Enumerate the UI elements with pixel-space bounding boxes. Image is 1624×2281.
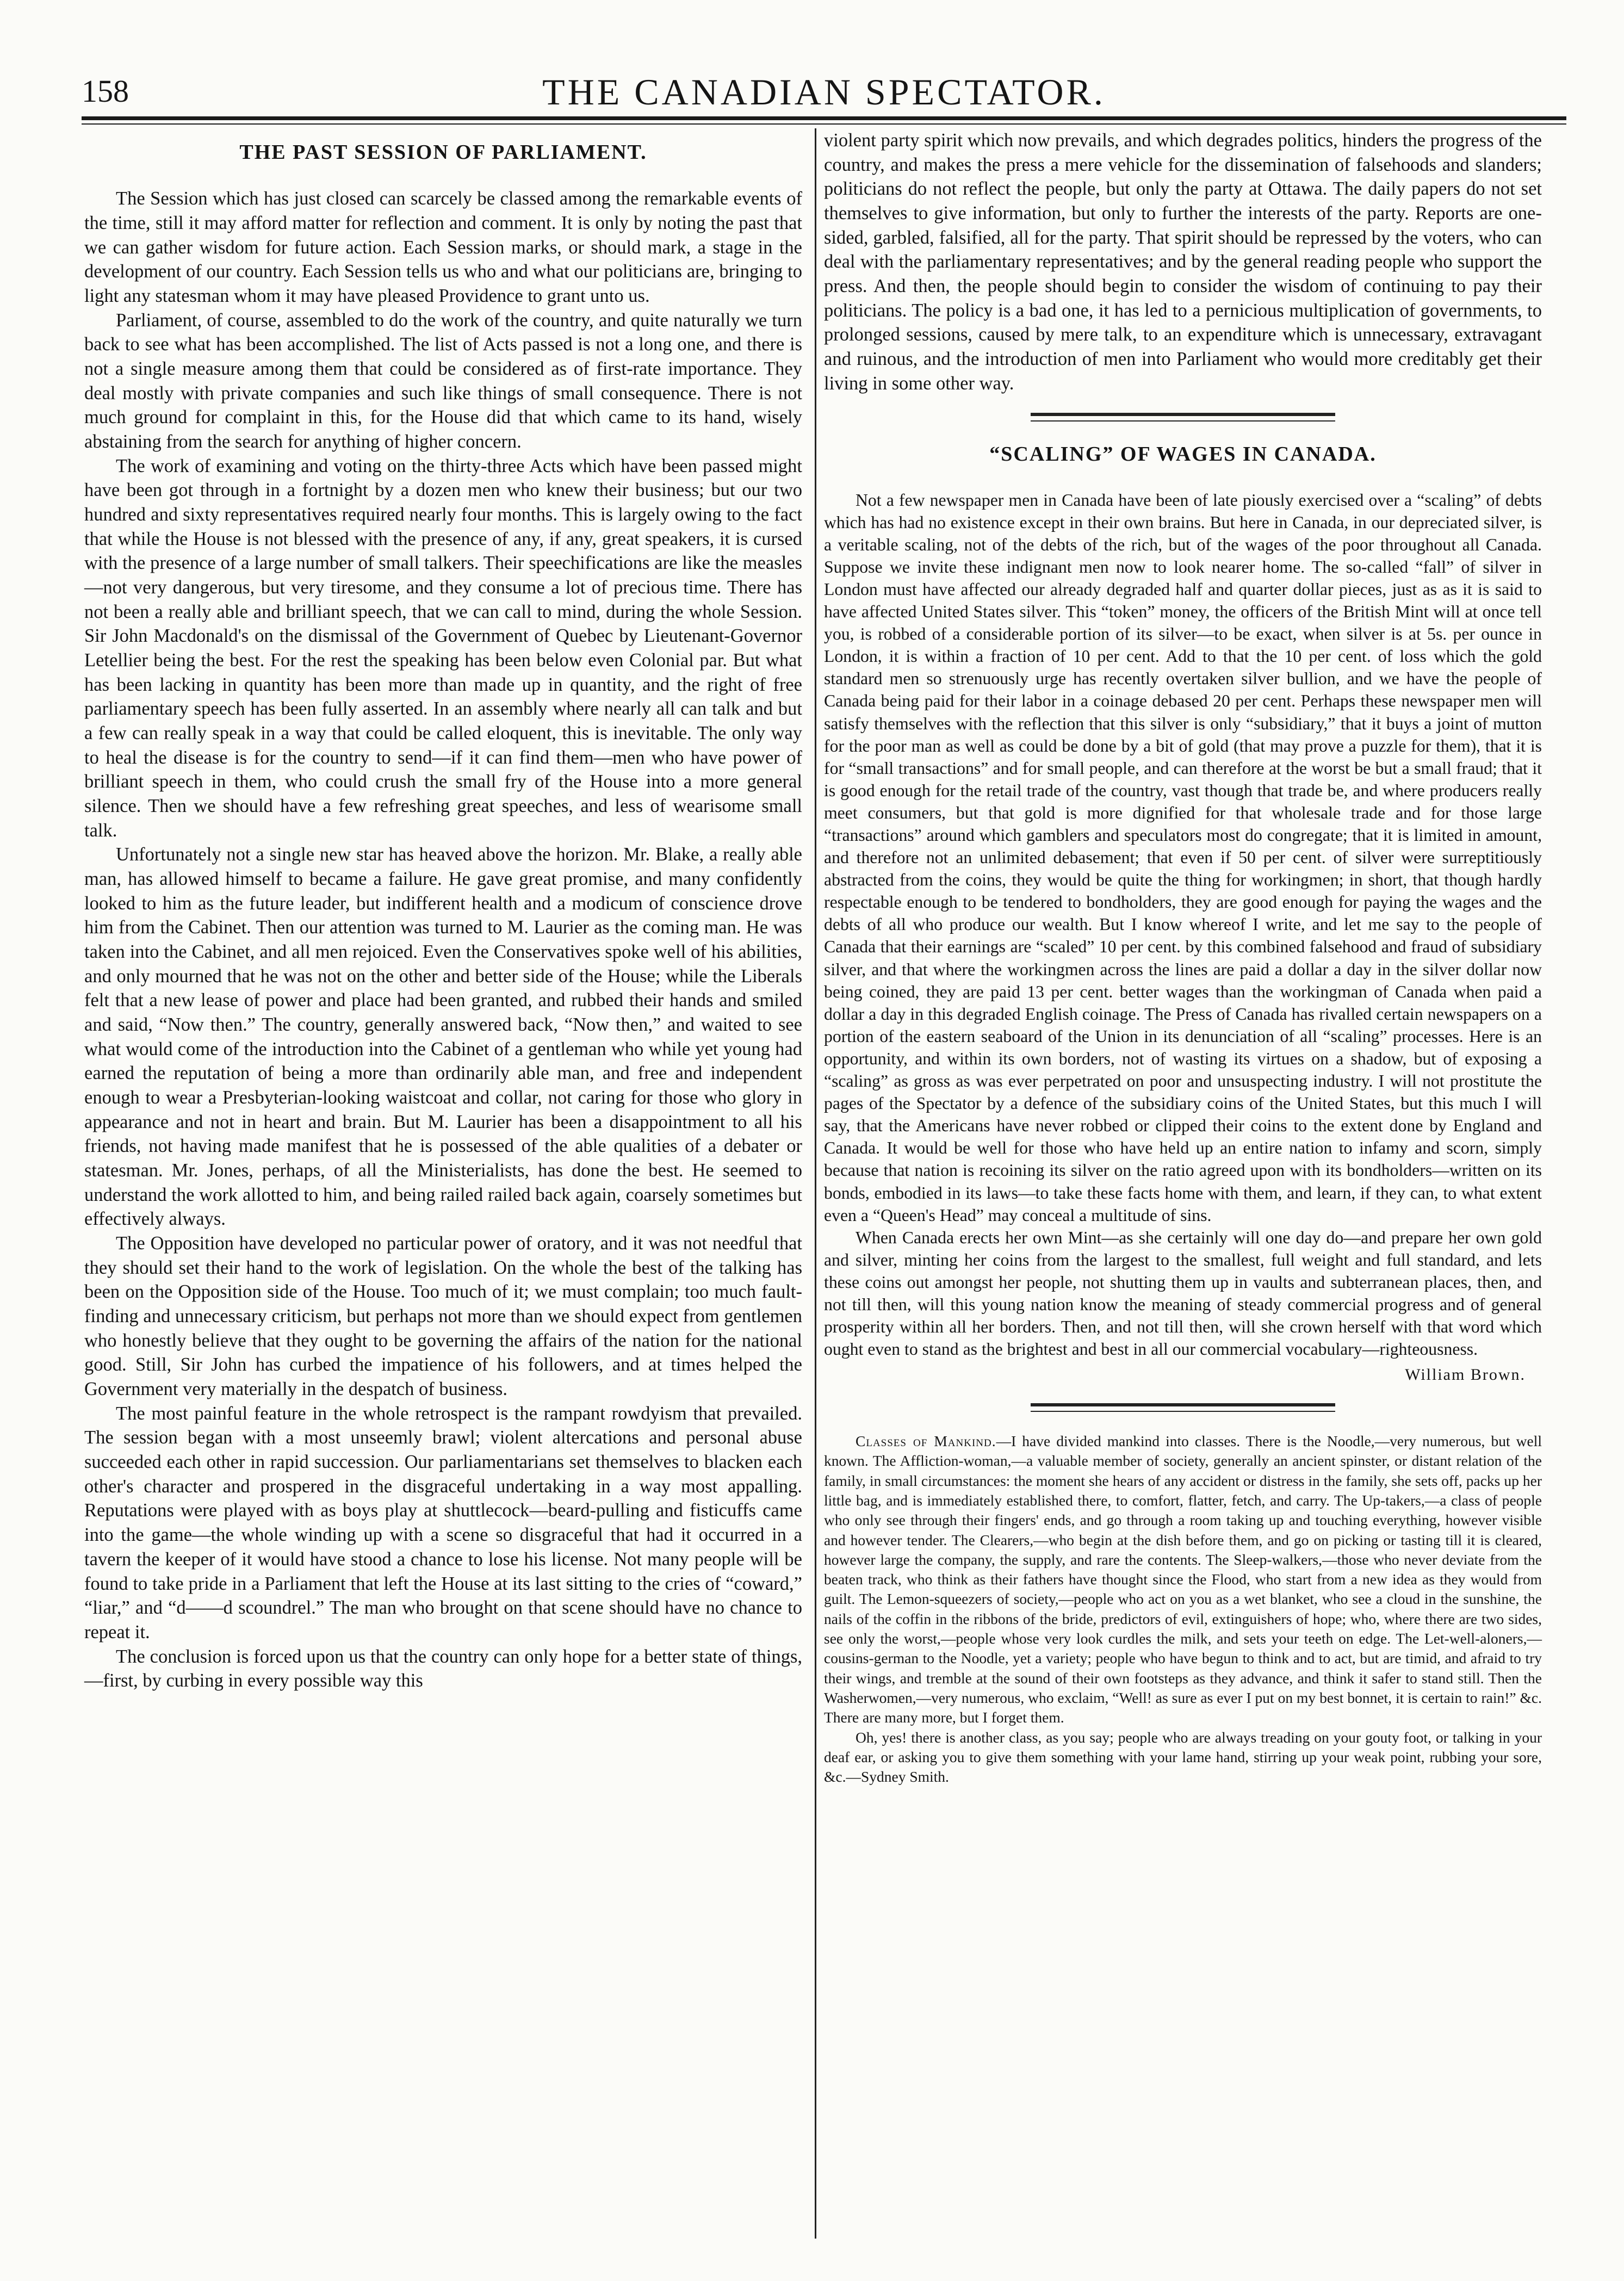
column-divider — [815, 128, 816, 2239]
classes-of-mankind-text: —I have divided mankind into classes. There is the Noodle,—very numerous, but well known. The Affliction-woman,—a valuable member of society, generally an ancient spinster, or distant relation of the family, in small circumstances: the moment she hears of any accident or distress in the family, she sets off, packs up her little bag, and is immediately established there, to comfort, flatter, fetch, and carry. The Up-takers,—a class of people who only see through their fingers' ends, and go through a room taking up and touching everything, however visible and however tender. The Clearers,—who begin at the dish before them, and go on picking or tasting till it is cleared, however large the company, the supply, and rare the contents. The Sleep-walkers,—those who never deviate from the beaten track, who think as their fathers have thought since the Flood, who start from a new idea as they would from guilt. The Lemon-squeezers of society,—people who act on you as a wet blanket, who see a cloud in the sunshine, the nails of the coffin in the ribbons of the bride, predictors of evil, extinguishers of hope; who, where there are two sides, see only the worst,—people whose very look curdles the milk, and sets your teeth on edge. The Let-well-aloners,—cousins-german to the Noodle, yet a variety; people who have begun to think and to act, but are timid, and afraid to try their wings, and tremble at the sound of their own footsteps as they advance, and think it safer to stand still. Then the Washerwomen,—very numerous, who exclaim, “Well! as sure as ever I put on my best bonnet, it is certain to rain!” &c. There are many more, but I forget them. — [824, 1433, 1542, 1726]
classes-of-mankind-paragraph-2: Oh, yes! there is another class, as you say; people who are always treading on your gouty foot, or talking in your deaf ear, or asking you to give them something with your lame hand, stirring up your weak point, rubbing your sore, &c.—Sydney Smith. — [824, 1728, 1542, 1786]
article-paragraph: Unfortunately not a single new star has heaved above the horizon. Mr. Blake, a really able man, has allowed himself to became a failure. He gave great promise, and many confidently looked to him as the future leader, but indifferent health and a modicum of conscience drove him from the Cabinet. Then our attention was turned to M. Laurier as the coming man. He was taken into the Cabinet, and all men rejoiced. Even the Conservatives spoke well of his abilities, and only mourned that he was not on the other and better side of the House; while the Liberals felt that a new lease of power and place had been granted, and rubbed their hands and smiled and said, “Now then.” The country, generally answered back, “Now then,” and waited to see what would come of the introduction into the Cabinet of a gentleman who while yet young had earned the reputation of being a more than ordinarily able man, and free and independent enough to wear a Presbyterian-looking waistcoat and collar, not caring for those who glory in appearance and not in heart and brain. But M. Laurier has been a disappointment to all his friends, not having made manifest that he is possessed of the able qualities of a debater or statesman. Mr. Jones, perhaps, of all the Ministerialists, has done the best. He seemed to understand the work allotted to him, and being railed railed back again, coarsely sometimes but effectively always. — [84, 844, 802, 1230]
page-number: 158 — [82, 73, 129, 109]
article-paragraph: The Session which has just closed can scarcely be classed among the remarkable events of the time, still it may afford matter for reflection and comment. It is only by noting the past that we can gather wisdom for future action. Each Session marks, or should mark, a stage in the development of our country. Each Session tells us who and what our politicians are, bringing to light any statesman whom it may have pleased Providence to grant unto us. — [84, 188, 802, 306]
left-column — [84, 128, 802, 1693]
header-rule-thin — [82, 123, 1566, 125]
article-paragraph: The work of examining and voting on the thirty-three Acts which have been passed might have been got through in a fortnight by a dozen men who knew their business; but our two hundred and sixty representatives required nearly four months. This is largely owing to the fact that while the House is not blessed with the presence of any, if any, great speakers, it is cursed with the presence of a large number of small talkers. Their speechifications are like the measles—not very dangerous, but very tiresome, and they consume a lot of precious time. There has not been a really able and brilliant speech, that we can call to mind, during the whole Session. Sir John Macdonald's on the dismissal of the Government of Quebec by Lieutenant-Governor Letellier being the best. For the rest the speaking has been below even Colonial par. But what has been lacking in quantity has been more than made up in quantity, and the right of free parliamentary speech has been fully asserted. In an assembly where nearly all can talk and but a few can really speak in a way that could be called eloquent, this is inevitable. The only way to heal the disease is for the country to send—if it can find them—men who have power of brilliant speech in them, who could crush the small fry of the House into a more general silence. Then we should have a few refreshing great speeches, and less of wearisome small talk. — [84, 455, 802, 841]
section-divider-rule — [1031, 413, 1335, 422]
masthead-title: THE CANADIAN SPECTATOR. — [542, 71, 1106, 113]
article-paragraph: Parliament, of course, assembled to do the work of the country, and quite naturally we turn back to see what has been accomplished. The list of Acts passed is not a long one, and there is not a single measure among them that could be considered as of first-rate importance. They deal mostly with private companies and such like things of small consequence. There is not much ground for complaint in this, for the House did that which came to its hand, wisely abstaining from the search for anything of higher concern. — [84, 309, 802, 452]
article-paragraph: When Canada erects her own Mint—as she certainly will one day do—and prepare her own gold and silver, minting her coins from the largest to the smallest, full weight and full standard, and lets these coins out amongst her people, not shutting them up in vaults and subterranean places, then, and not till then, will this young nation know the meaning of steady commercial progress and of general prosperity within all her borders. Then, and not till then, will she crown herself with that word which ought even to stand as the brightest and best in all our commercial vocabulary—righteousness. — [824, 1228, 1542, 1359]
article-paragraph: The most painful feature in the whole retrospect is the rampant rowdyism that prevailed. The session began with a most unseemly brawl; violent altercations and personal abuse succeeded each other in rapid succession. Our parliamentarians set themselves to blacken each other's character and prospered in the disgraceful undertaking in a way most appalling. Reputations were played with as boys play at shuttlecock—beard-pulling and fisticuffs came into the game—the whole winding up with a scene so disgraceful that had it occurred in a tavern the keeper of it would have stood a chance to lose his license. Not many people will be found to take pride in a Parliament that left the House at its last sitting to the cries of “coward,” “liar,” and “d——d scoundrel.” The man who brought on that scene should have no chance to repeat it. — [84, 1403, 802, 1642]
classes-of-mankind-lead: Classes of Mankind. — [856, 1433, 996, 1450]
right-column — [824, 128, 1542, 1787]
article-paragraph: The Opposition have developed no particular power of oratory, and it was not needful that they should set their hand to the work of legislation. On the whole the best of the talking has been on the Opposition side of the House. Too much of it; we must complain; too much fault-finding and unnecessary criticism, but perhaps not more than we should expect from gentlemen who honestly believe that they ought to be governing the affairs of the nation for the national good. Still, Sir John has curbed the impatience of his followers, and at times helped the Government very materially in the despatch of business. — [84, 1233, 802, 1400]
author-signature: William Brown. — [1405, 1366, 1526, 1384]
classes-of-mankind-paragraph — [824, 1431, 1542, 1727]
header-rule-thick — [82, 116, 1566, 120]
article-paragraph: The conclusion is forced upon us that the country can only hope for a better state of things,—first, by curbing in every possible way this — [84, 1646, 802, 1691]
article-continuation: violent party spirit which now prevails, and which degrades politics, hinders the progress of the country, and makes the press a mere vehicle for the dissemination of falsehoods and slanders; politicians do not reflect the people, but only the party at Ottawa. The daily papers do not set themselves to give information, but only to further the interests of the party. Reports are one-sided, garbled, falsified, all for the party. That spirit should be repressed by the voters, who can deal with the parliamentary representatives; and by the general reading people who support the press. And then, the people should begin to consider the wisdom of continuing to pay their politicians. The policy is a bad one, it has led to a pernicious multiplication of governments, to prolonged sessions, caused by mere talk, to an expenditure which is unnecessary, extravagant and ruinous, and the introduction of men into Parliament who would more creditably get their living in some other way. — [824, 130, 1542, 394]
page-header — [82, 71, 1566, 113]
article-title-scaling-wages: “SCALING” OF WAGES IN CANADA. — [989, 443, 1377, 466]
article-title-past-session: THE PAST SESSION OF PARLIAMENT. — [239, 141, 647, 164]
article-paragraph: Not a few newspaper men in Canada have been of late piously exercised over a “scaling” of debts which has had no existence except in their own brains. But here in Canada, in our depreciated silver, is a veritable scaling, not of the debts of the rich, but of the wages of the poor throughout all Canada. Suppose we invite these indignant men now to look nearer home. The so-called “fall” of silver in London must have affected our already degraded half and quarter dollar pieces, just as as it is said to have affected United States silver. This “token” money, the officers of the British Mint will at once tell you, is robbed of a considerable portion of its silver—to be exact, when silver is at 5s. per ounce in London, it is within a fraction of 10 per cent. Add to that the 10 per cent. of loss which the gold standard men so strenuously urge has recently overtaken silver bullion, and we have the people of Canada being paid for their labor in a coinage debased 20 per cent. Perhaps these newspaper men will satisfy themselves with the reflection that this silver is only “subsidiary,” that it buys a joint of mutton for the poor man as well as could be done by a bit of gold (that may prove a puzzle for them), that it is for “small transactions” and for small people, and can therefore at the worst be but a small fraud; that it is good enough for the retail trade of the country, vast though that trade be, and where producers really meet consumers, but that gold is more dignified for that wholesale trade and for those large “transactions” around which gamblers and speculators most do congregate; that it is limited in amount, and therefore not an unlimited debasement; that even if 50 per cent. of silver were surreptitiously abstracted from the coins, they would be quite the thing for workingmen; in short, that though hardly respectable enough to be tendered to bondholders, they are good enough for paying the wages and the debts of all who produce our wealth. But I know whereof I write, and let me say to the people of Canada that their earnings are “scaled” 10 per cent. by this combined falsehood and fraud of subsidiary silver, and that where the workingmen across the lines are paid a dollar a day in the silver dollar now being coined, they are paid 13 per cent. better wages than the workingman of Canada when paid a dollar a day in this degraded English coinage. The Press of Canada has rivalled certain newspapers on a portion of the eastern seaboard of the Union in its denunciation of all “scaling” processes. Here is an opportunity, and within its own borders, not of wasting its virtues on a shadow, but of exposing a “scaling” as gross as was ever perpetrated on poor and unsuspecting industry. I will not prostitute the pages of the Spectator by a defence of the subsidiary coins of the United States, but this much I will say, that the Americans have never robbed or clipped their coins to the extent done by England and Canada. It would be well for those who have held up an entire nation to infamy and scorn, simply because that nation is recoining its silver on the ratio agreed upon with its bondholders—written on its bonds, embodied in its laws—to take these facts home with them, and learn, if they can, to what extent even a “Queen's Head” may conceal a multitude of sins. — [824, 490, 1542, 1225]
section-divider-rule — [1031, 1403, 1335, 1412]
